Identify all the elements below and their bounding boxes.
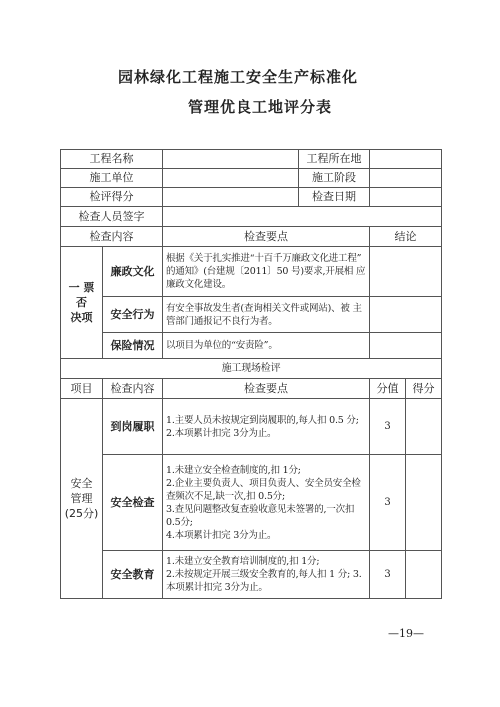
site-item-value: 3 xyxy=(370,455,406,551)
veto-side-label-3: 决项 xyxy=(70,311,93,324)
info-row xyxy=(61,188,442,207)
inspection-date-label: 检查日期 xyxy=(299,188,370,207)
construction-unit-label: 施工单位 xyxy=(61,169,163,188)
site-group-label-3: (25分) xyxy=(64,507,99,520)
site-section-title: 施工现场检评 xyxy=(61,359,442,379)
site-header-points: 检查要点 xyxy=(163,379,370,399)
veto-conclusion-cell[interactable] xyxy=(370,247,442,297)
site-item-points xyxy=(163,399,370,455)
project-name-label: 工程名称 xyxy=(61,150,163,169)
site-row xyxy=(61,551,442,599)
veto-conclusion-cell[interactable] xyxy=(370,297,442,333)
site-point-line: 1.主要人员未按规定到岗履职的,每人扣 0.5 分; xyxy=(166,414,359,426)
project-location-value[interactable] xyxy=(370,150,442,169)
site-section-row xyxy=(61,359,442,379)
veto-conclusion-cell[interactable] xyxy=(370,333,442,359)
site-header-score: 得分 xyxy=(406,379,442,399)
veto-row xyxy=(61,247,442,297)
site-point-line: 1.未建立安全检查制度的,扣 1分; xyxy=(166,464,301,476)
site-header-row xyxy=(61,379,442,399)
info-row xyxy=(61,207,442,227)
site-header-content: 检查内容 xyxy=(103,379,163,399)
inspection-date-value[interactable] xyxy=(370,188,442,207)
veto-item-text: 有安全事故发生者(查询相关文件或网站)、被 主管部门通报记不良行为者。 xyxy=(163,297,370,333)
site-item-points xyxy=(163,455,370,551)
inspector-sign-value[interactable] xyxy=(163,207,442,227)
site-row xyxy=(61,399,442,455)
site-header-value: 分值 xyxy=(370,379,406,399)
veto-header-points: 检查要点 xyxy=(163,227,370,247)
site-item: 安全教育 xyxy=(103,551,163,599)
construction-unit-value[interactable] xyxy=(163,169,299,188)
site-point-line: 2.未按规定开展三级安全教育的,每人扣 1 分; 3.本项累计扣完 3分为止。 xyxy=(166,569,362,593)
veto-header-row xyxy=(61,227,442,247)
veto-item-text: 以项目为单位的“安责险”。 xyxy=(163,333,370,359)
site-item-value: 3 xyxy=(370,551,406,599)
project-location-label: 工程所在地 xyxy=(299,150,370,169)
construction-stage-label: 施工阶段 xyxy=(299,169,370,188)
site-group-label-1: 安全 xyxy=(70,477,93,490)
site-header-project: 项目 xyxy=(61,379,103,399)
veto-header-content: 检查内容 xyxy=(61,227,163,247)
veto-row xyxy=(61,297,442,333)
site-item-points xyxy=(163,551,370,599)
site-item: 安全检查 xyxy=(103,455,163,551)
site-point-line: 3.查见问题整改复查验收意见未签署的,一次扣 0.5分; xyxy=(166,503,355,528)
page-number: —19— xyxy=(388,627,424,640)
score-value[interactable] xyxy=(163,188,299,207)
site-group-label xyxy=(61,399,103,599)
site-item-score[interactable] xyxy=(406,455,442,551)
info-row xyxy=(61,150,442,169)
score-label: 检评得分 xyxy=(61,188,163,207)
project-name-value[interactable] xyxy=(163,150,299,169)
document-title-line2: 管理优良工地评分表 xyxy=(188,98,333,116)
veto-item: 保险情况 xyxy=(103,333,163,359)
evaluation-table xyxy=(60,149,442,599)
veto-item-text: 根据《关于扎实推进“十百千万廉政文化进工程” 的通知》(台建规〔2011〕50 号)要求,开展相 应廉政文化建设。 xyxy=(163,247,370,297)
veto-side-label-1: 一 票 xyxy=(68,281,95,294)
inspector-sign-label: 检查人员签字 xyxy=(61,207,163,227)
site-point-line: 2.本项累计扣完 3分为止。 xyxy=(166,427,277,439)
veto-side-label xyxy=(61,247,103,359)
veto-item: 安全行为 xyxy=(103,297,163,333)
document-title-line1: 园林绿化工程施工安全生产标准化 xyxy=(118,68,359,86)
site-item: 到岗履职 xyxy=(103,399,163,455)
site-point-line: 2.企业主要负责人、项目负责人、安全员安全检 查频次不足,缺一次,扣 0.5分; xyxy=(166,477,361,502)
veto-row xyxy=(61,333,442,359)
veto-header-conclusion: 结论 xyxy=(370,227,442,247)
construction-stage-value[interactable] xyxy=(370,169,442,188)
info-row xyxy=(61,169,442,188)
site-item-score[interactable] xyxy=(406,551,442,599)
site-item-score[interactable] xyxy=(406,399,442,455)
veto-item: 廉政文化 xyxy=(103,247,163,297)
site-row xyxy=(61,455,442,551)
site-group-label-2: 管理 xyxy=(70,492,93,505)
site-item-value: 3 xyxy=(370,399,406,455)
site-point-line: 4.本项累计扣完 3分为止。 xyxy=(166,529,277,541)
veto-side-label-2: 否 xyxy=(76,296,87,309)
site-point-line: 1.未建立安全教育培训制度的,扣 1分; xyxy=(166,556,320,567)
